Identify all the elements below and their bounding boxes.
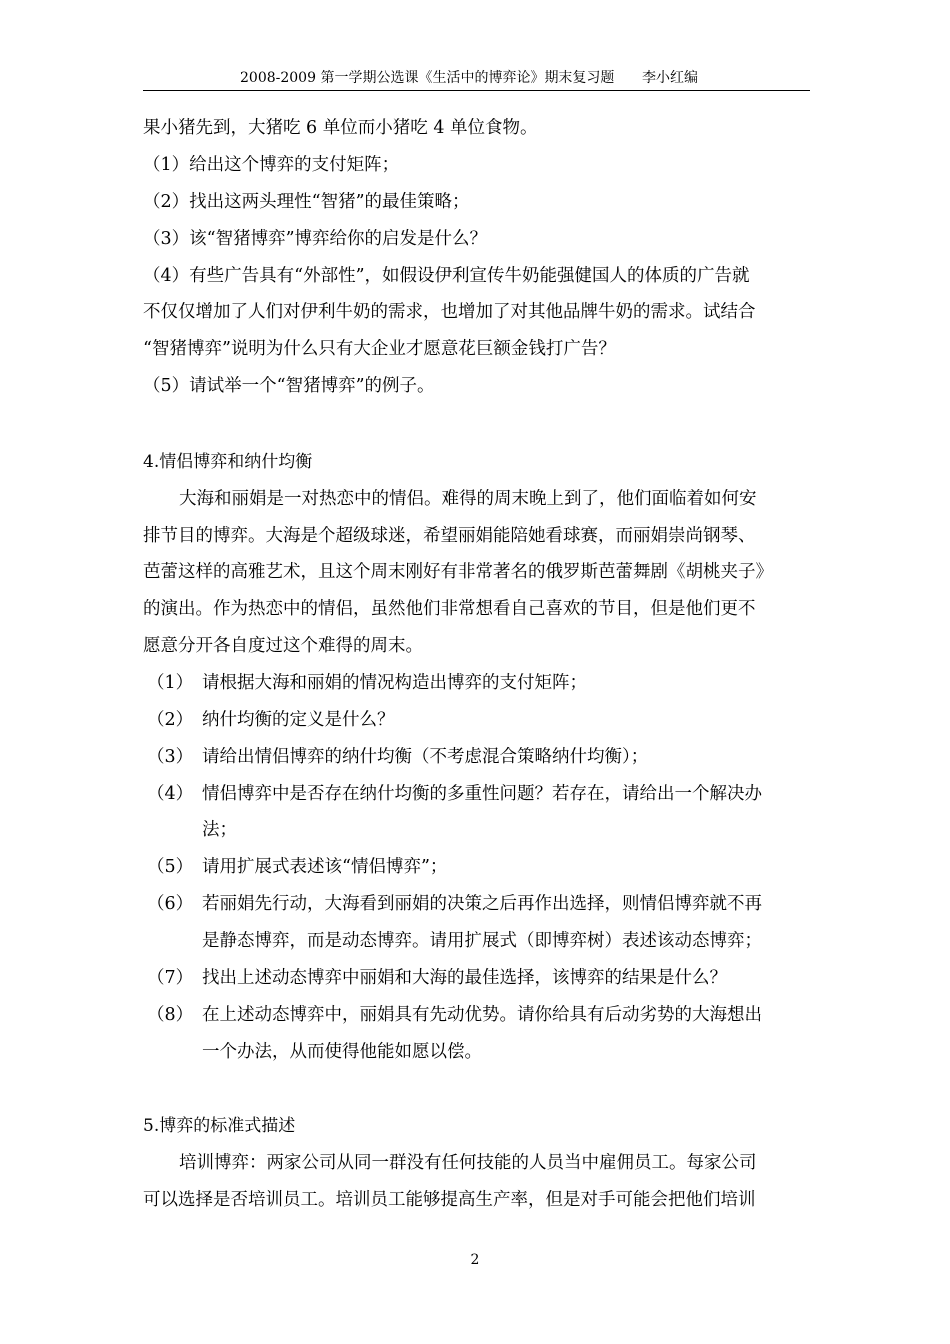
section3-question-4-line-1: （4）有些广告具有“外部性”，如假设伊利宣传牛奶能强健国人的体质的广告就: [143, 266, 750, 286]
section5-paragraph-line-2: 可以选择是否培训员工。培训员工能够提高生产率，但是对手可能会把他们培训: [143, 1190, 756, 1210]
section4-item-8-number: （8）: [147, 1005, 194, 1025]
section4-item-4-text-line-1: 情侣博弈中是否存在纳什均衡的多重性问题？若存在，请给出一个解决办: [202, 784, 762, 804]
section4-item-4-text-line-2: 法；: [202, 820, 237, 840]
section3-question-4-line-3: “智猪博弈”说明为什么只有大企业才愿意花巨额金钱打广告？: [143, 339, 616, 359]
section4-item-5-number: （5）: [147, 857, 194, 877]
section4-item-6-text-line-1: 若丽娟先行动，大海看到丽娟的决策之后再作出选择，则情侣博弈就不再: [202, 894, 762, 914]
section4-paragraph-line-4: 的演出。作为热恋中的情侣，虽然他们非常想看自己喜欢的节目，但是他们更不: [143, 599, 756, 619]
section4-item-6-number: （6）: [147, 894, 194, 914]
section4-paragraph-line-3: 芭蕾这样的高雅艺术，且这个周末刚好有非常著名的俄罗斯芭蕾舞剧《胡桃夹子》: [143, 562, 773, 582]
section4-item-1-text: 请根据大海和丽娟的情况构造出博弈的支付矩阵；: [202, 673, 587, 693]
section3-question-3: （3）该“智猪博弈”博弈给你的启发是什么？: [143, 229, 488, 249]
section4-paragraph-line-2: 排节目的博弈。大海是个超级球迷，希望丽娟能陪她看球赛，而丽娟崇尚钢琴、: [143, 526, 756, 546]
section3-question-5: （5）请试举一个“智猪博弈”的例子。: [143, 376, 435, 396]
section4-paragraph-line-5: 愿意分开各自度过这个难得的周末。: [143, 636, 423, 656]
section4-item-3-text: 请给出情侣博弈的纳什均衡（不考虑混合策略纳什均衡）；: [202, 747, 649, 767]
page-number: 2: [470, 1252, 480, 1268]
section4-item-1-number: （1）: [147, 673, 194, 693]
section4-item-3-number: （3）: [147, 747, 194, 767]
section4-item-2-text: 纳什均衡的定义是什么？: [202, 710, 395, 730]
header-author: 李小红编: [642, 70, 698, 86]
section3-question-1: （1）给出这个博弈的支付矩阵；: [143, 155, 400, 175]
section5-title: 5.博弈的标准式描述: [143, 1116, 296, 1136]
section4-item-7-number: （7）: [147, 968, 194, 988]
section3-question-2: （2）找出这两头理性“智猪”的最佳策略；: [143, 192, 470, 212]
section3-intro-line: 果小猪先到，大猪吃 6 单位而小猪吃 4 单位食物。: [143, 118, 538, 138]
section4-item-2-number: （2）: [147, 710, 194, 730]
header-title: 2008-2009 第一学期公选课《生活中的博弈论》期末复习题: [240, 70, 615, 86]
section4-item-5-text: 请用扩展式表述该“情侣博弈”；: [202, 857, 448, 877]
section3-question-4-line-2: 不仅仅增加了人们对伊利牛奶的需求，也增加了对其他品牌牛奶的需求。试结合: [143, 302, 756, 322]
section4-item-8-text-line-2: 一个办法，从而使得他能如愿以偿。: [202, 1042, 482, 1062]
section4-item-8-text-line-1: 在上述动态博弈中，丽娟具有先动优势。请你给具有后动劣势的大海想出: [202, 1005, 762, 1025]
section4-paragraph-line-1: 大海和丽娟是一对热恋中的情侣。难得的周末晚上到了，他们面临着如何安: [179, 489, 757, 509]
section4-item-6-text-line-2: 是静态博弈，而是动态博弈。请用扩展式（即博弈树）表述该动态博弈；: [202, 931, 762, 951]
section4-item-4-number: （4）: [147, 784, 194, 804]
section5-paragraph-line-1: 培训博弈：两家公司从同一群没有任何技能的人员当中雇佣员工。每家公司: [179, 1153, 757, 1173]
section4-item-7-text: 找出上述动态博弈中丽娟和大海的最佳选择，该博弈的结果是什么？: [202, 968, 727, 988]
section4-title: 4.情侣博弈和纳什均衡: [143, 452, 313, 472]
